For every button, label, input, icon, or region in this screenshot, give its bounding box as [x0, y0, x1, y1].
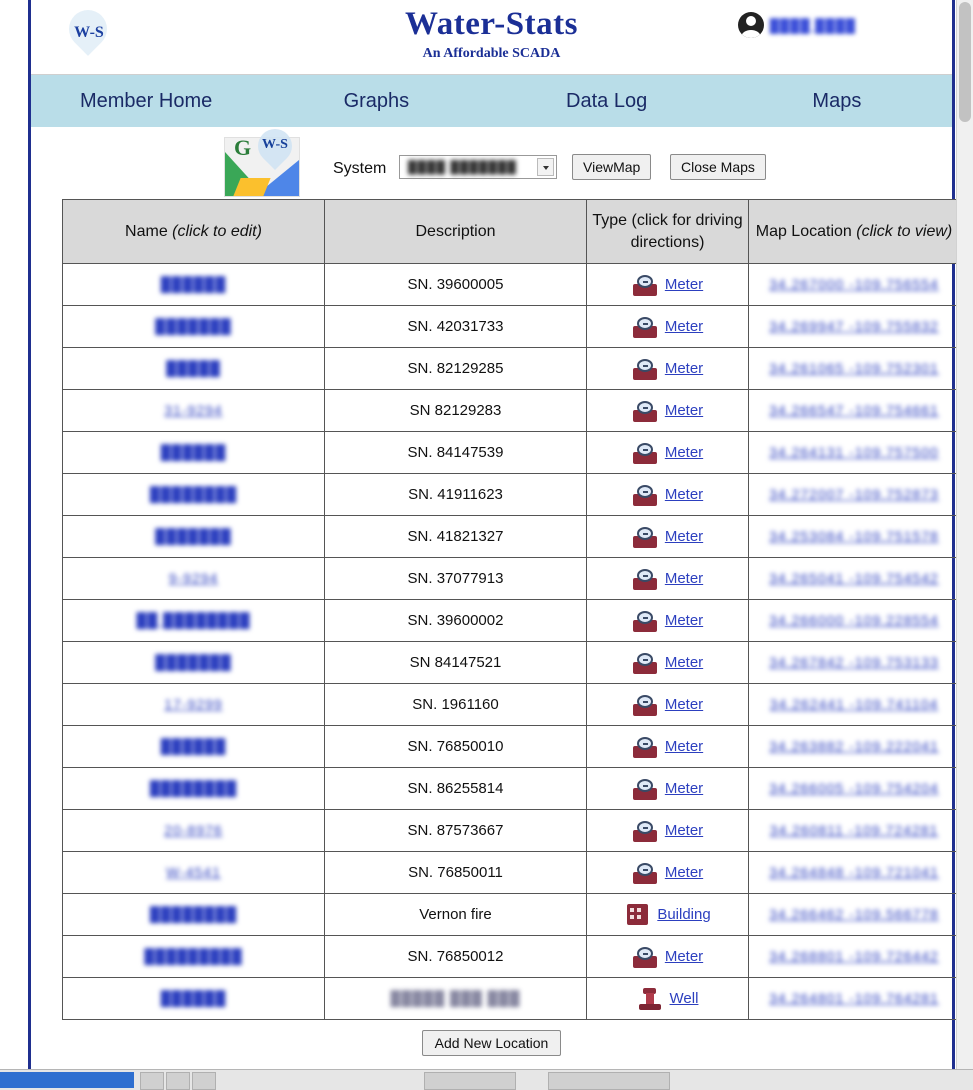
- meter-icon: [632, 946, 658, 968]
- cell-description: SN. 76850012: [325, 936, 587, 978]
- cell-name[interactable]: [63, 894, 325, 936]
- user-area[interactable]: [738, 12, 856, 38]
- location-name-link[interactable]: ██████: [160, 738, 227, 755]
- meter-icon: [632, 442, 658, 464]
- type-link[interactable]: Meter: [664, 318, 704, 336]
- location-name-link[interactable]: ████████: [149, 780, 238, 797]
- cell-type[interactable]: [587, 978, 749, 1020]
- google-g-letter: G: [234, 135, 252, 160]
- type-link[interactable]: Meter: [664, 822, 704, 840]
- page-content: [31, 0, 952, 1070]
- table-row: [63, 684, 960, 726]
- location-name-link[interactable]: 20-8976: [164, 822, 223, 839]
- cell-name[interactable]: [63, 516, 325, 558]
- cell-description: [325, 978, 587, 1020]
- cell-location[interactable]: [749, 726, 960, 768]
- location-name-link[interactable]: ██████: [160, 276, 227, 293]
- meter-icon: [632, 862, 658, 884]
- cell-type[interactable]: [587, 348, 749, 390]
- meter-icon: [632, 316, 658, 338]
- main-nav: [31, 75, 952, 127]
- cell-name[interactable]: [63, 768, 325, 810]
- type-link[interactable]: Meter: [664, 864, 704, 882]
- meter-icon: [632, 610, 658, 632]
- taskbar-window-1[interactable]: [424, 1072, 516, 1090]
- cell-description: SN. 86255814: [325, 768, 587, 810]
- location-name-link[interactable]: 31-9294: [164, 402, 223, 419]
- type-link[interactable]: Meter: [664, 444, 704, 462]
- meter-icon: [632, 568, 658, 590]
- map-location-link[interactable]: 34.272007 -109.752873: [769, 486, 939, 503]
- map-location-link[interactable]: 34.266462 -109.566778: [769, 906, 939, 923]
- location-name-link[interactable]: ████████: [149, 486, 238, 503]
- meter-icon: [632, 526, 658, 548]
- location-description: █████ ███ ███: [390, 990, 521, 1007]
- logo-text: W-S: [74, 24, 104, 41]
- table-row: [63, 516, 960, 558]
- meter-icon: [632, 274, 658, 296]
- cell-location[interactable]: [749, 852, 960, 894]
- location-name-link[interactable]: W-4541: [166, 864, 221, 881]
- cell-description: SN. 39600002: [325, 600, 587, 642]
- building-icon: [624, 904, 650, 926]
- well-icon: [637, 988, 663, 1010]
- cell-name[interactable]: [63, 726, 325, 768]
- type-link[interactable]: Building: [657, 906, 711, 924]
- cell-type[interactable]: [587, 768, 749, 810]
- table-row: [63, 264, 960, 306]
- type-link[interactable]: Meter: [664, 486, 704, 504]
- table-row: [63, 348, 960, 390]
- cell-location[interactable]: [749, 348, 960, 390]
- location-name-link[interactable]: ███████: [155, 318, 232, 335]
- close-maps-button[interactable]: Close Maps: [670, 154, 766, 180]
- cell-name[interactable]: [63, 600, 325, 642]
- taskbar-window-2[interactable]: [548, 1072, 670, 1090]
- os-taskbar: [0, 1069, 973, 1090]
- location-name-link[interactable]: ███████: [155, 528, 232, 545]
- cell-location[interactable]: [749, 978, 960, 1020]
- map-location-link[interactable]: 34.263882 -109.222041: [769, 738, 939, 755]
- avatar-icon: [738, 12, 764, 38]
- table-row: [63, 558, 960, 600]
- cell-location[interactable]: [749, 894, 960, 936]
- map-location-link[interactable]: 34.265041 -109.754542: [769, 570, 939, 587]
- cell-type[interactable]: [587, 642, 749, 684]
- cell-type[interactable]: [587, 558, 749, 600]
- table-row: [63, 978, 960, 1020]
- table-row: [63, 474, 960, 516]
- cell-description: SN. 82129285: [325, 348, 587, 390]
- map-icon-ws-text: W-S: [262, 137, 288, 152]
- location-name-link[interactable]: ██ ████████: [136, 612, 251, 629]
- taskbar-item-3[interactable]: [192, 1072, 216, 1090]
- type-link[interactable]: Meter: [664, 360, 704, 378]
- map-location-link[interactable]: 34.261065 -109.752301: [769, 360, 939, 377]
- locations-table-wrap: [62, 199, 953, 1068]
- cell-description: SN. 84147539: [325, 432, 587, 474]
- vertical-scrollbar[interactable]: [956, 0, 973, 1070]
- cell-type[interactable]: [587, 600, 749, 642]
- cell-location[interactable]: [749, 432, 960, 474]
- system-select[interactable]: [399, 155, 557, 179]
- taskbar-item-1[interactable]: [140, 1072, 164, 1090]
- taskbar-item-2[interactable]: [166, 1072, 190, 1090]
- cell-description: SN. 76850011: [325, 852, 587, 894]
- cell-description: SN. 1961160: [325, 684, 587, 726]
- cell-name[interactable]: [63, 978, 325, 1020]
- type-link[interactable]: Meter: [664, 570, 704, 588]
- cell-location[interactable]: [749, 390, 960, 432]
- map-location-link[interactable]: 34.264848 -109.721041: [769, 864, 939, 881]
- cell-type[interactable]: [587, 474, 749, 516]
- table-row: [63, 306, 960, 348]
- map-location-link[interactable]: 34.264801 -109.764281: [769, 990, 939, 1007]
- map-location-link[interactable]: 34.260811 -109.724281: [769, 822, 939, 839]
- cell-description: SN 84147521: [325, 642, 587, 684]
- cell-description: SN. 76850010: [325, 726, 587, 768]
- table-row: [63, 810, 960, 852]
- table-row: [63, 432, 960, 474]
- col-header-location-hint: (click to view): [856, 222, 953, 240]
- type-link[interactable]: Well: [669, 990, 699, 1008]
- cell-description: SN. 41821327: [325, 516, 587, 558]
- cell-description: SN 82129283: [325, 390, 587, 432]
- cell-name[interactable]: [63, 684, 325, 726]
- cell-type[interactable]: [587, 390, 749, 432]
- map-location-link[interactable]: 34.268801 -109.726442: [769, 948, 939, 965]
- cell-name[interactable]: [63, 432, 325, 474]
- cell-type[interactable]: [587, 894, 749, 936]
- type-link[interactable]: Meter: [664, 402, 704, 420]
- viewmap-button[interactable]: ViewMap: [572, 154, 651, 180]
- meter-icon: [632, 400, 658, 422]
- cell-type[interactable]: [587, 516, 749, 558]
- cell-type[interactable]: [587, 936, 749, 978]
- meter-icon: [632, 694, 658, 716]
- cell-location[interactable]: [749, 474, 960, 516]
- cell-location[interactable]: [749, 768, 960, 810]
- cell-description: SN. 87573667: [325, 810, 587, 852]
- cell-location[interactable]: [749, 936, 960, 978]
- col-header-name: [63, 200, 325, 264]
- cell-name[interactable]: [63, 810, 325, 852]
- cell-type[interactable]: [587, 684, 749, 726]
- table-body: [63, 264, 960, 1020]
- cell-name[interactable]: [63, 306, 325, 348]
- map-location-link[interactable]: 34.269947 -109.755832: [769, 318, 939, 335]
- cell-name[interactable]: [63, 642, 325, 684]
- cell-description: SN. 41911623: [325, 474, 587, 516]
- location-name-link[interactable]: █████: [166, 360, 221, 377]
- col-header-name-hint: (click to edit): [172, 222, 262, 240]
- table-header-row: [63, 200, 960, 264]
- table-row: [63, 642, 960, 684]
- type-link[interactable]: Meter: [664, 612, 704, 630]
- col-header-location-text: Map Location: [755, 222, 857, 240]
- type-link[interactable]: Meter: [664, 276, 704, 294]
- scrollbar-thumb[interactable]: [959, 2, 971, 122]
- cell-type[interactable]: [587, 810, 749, 852]
- map-location-link[interactable]: 34.267842 -109.753133: [769, 654, 939, 671]
- cell-location[interactable]: [749, 810, 960, 852]
- page-title: Water-Stats: [405, 6, 578, 42]
- user-name-link[interactable]: ████ ████: [769, 17, 856, 33]
- map-location-link[interactable]: 34.267000 -109.756554: [769, 276, 939, 293]
- page-subtitle: An Affordable SCADA: [422, 46, 561, 61]
- type-link[interactable]: Meter: [664, 738, 704, 756]
- table-row: [63, 768, 960, 810]
- nav-data-log[interactable]: Data Log: [566, 89, 648, 112]
- cell-location[interactable]: [749, 642, 960, 684]
- type-link[interactable]: Meter: [664, 528, 704, 546]
- col-header-location: [749, 200, 960, 264]
- taskbar-start[interactable]: [0, 1072, 134, 1088]
- cell-name[interactable]: [63, 390, 325, 432]
- type-link[interactable]: Meter: [664, 654, 704, 672]
- cell-description: SN. 39600005: [325, 264, 587, 306]
- table-row: [63, 726, 960, 768]
- google-maps-icon[interactable]: [224, 129, 302, 197]
- type-link[interactable]: Meter: [664, 780, 704, 798]
- cell-name[interactable]: [63, 936, 325, 978]
- col-header-name-text: Name: [125, 222, 173, 240]
- cell-description: Vernon fire: [325, 894, 587, 936]
- table-row: [63, 936, 960, 978]
- table-row: [63, 894, 960, 936]
- location-name-link[interactable]: 17-9299: [164, 696, 223, 713]
- map-location-link[interactable]: 34.266000 -109.228554: [769, 612, 939, 629]
- map-location-link[interactable]: 34.253084 -109.751578: [769, 528, 939, 545]
- type-link[interactable]: Meter: [664, 696, 704, 714]
- meter-icon: [632, 778, 658, 800]
- table-row: [63, 600, 960, 642]
- nav-member-home[interactable]: Member Home: [79, 89, 213, 112]
- cell-name[interactable]: [63, 474, 325, 516]
- meter-icon: [632, 736, 658, 758]
- cell-type[interactable]: [587, 726, 749, 768]
- cell-location[interactable]: [749, 264, 960, 306]
- page-header: [31, 0, 952, 75]
- location-name-link[interactable]: █████████: [144, 948, 243, 965]
- col-header-description: Description: [325, 200, 587, 264]
- cell-name[interactable]: [63, 264, 325, 306]
- cell-location[interactable]: [749, 306, 960, 348]
- map-location-link[interactable]: 34.262441 -109.741104: [769, 696, 939, 713]
- locations-table: [62, 199, 960, 1020]
- col-header-type: Type (click for driving directions): [587, 200, 749, 264]
- cell-name[interactable]: [63, 558, 325, 600]
- meter-icon: [632, 484, 658, 506]
- cell-location[interactable]: [749, 684, 960, 726]
- table-row: [63, 852, 960, 894]
- table-row: [63, 390, 960, 432]
- location-name-link[interactable]: ████████: [149, 906, 238, 923]
- add-new-location-button[interactable]: Add New Location: [422, 1030, 562, 1056]
- system-label: System: [333, 160, 387, 177]
- cell-type[interactable]: [587, 852, 749, 894]
- nav-graphs[interactable]: Graphs: [343, 89, 410, 112]
- nav-maps[interactable]: Maps: [812, 89, 862, 112]
- location-name-link[interactable]: ██████: [160, 444, 227, 461]
- meter-icon: [632, 820, 658, 842]
- map-location-link[interactable]: 34.266005 -109.754204: [769, 780, 939, 797]
- map-location-link[interactable]: 34.266547 -109.754661: [769, 402, 939, 419]
- cell-location[interactable]: [749, 558, 960, 600]
- cell-location[interactable]: [749, 600, 960, 642]
- location-name-link[interactable]: 9-9294: [168, 570, 219, 587]
- maps-toolbar: [31, 127, 952, 199]
- cell-name[interactable]: [63, 348, 325, 390]
- cell-location[interactable]: [749, 516, 960, 558]
- meter-icon: [632, 652, 658, 674]
- map-location-link[interactable]: 34.264131 -109.757500: [769, 444, 939, 461]
- meter-icon: [632, 358, 658, 380]
- cell-type[interactable]: [587, 432, 749, 474]
- cell-description: SN. 42031733: [325, 306, 587, 348]
- cell-type[interactable]: [587, 306, 749, 348]
- type-link[interactable]: Meter: [664, 948, 704, 966]
- cell-type[interactable]: [587, 264, 749, 306]
- system-select-value: ████ ███████: [408, 160, 517, 174]
- cell-description: SN. 37077913: [325, 558, 587, 600]
- cell-name[interactable]: [63, 852, 325, 894]
- location-name-link[interactable]: ███████: [155, 654, 232, 671]
- add-location-row: [62, 1020, 921, 1068]
- chevron-down-icon[interactable]: [537, 158, 554, 176]
- window-left-margin: [0, 0, 28, 1072]
- location-name-link[interactable]: ██████: [160, 990, 227, 1007]
